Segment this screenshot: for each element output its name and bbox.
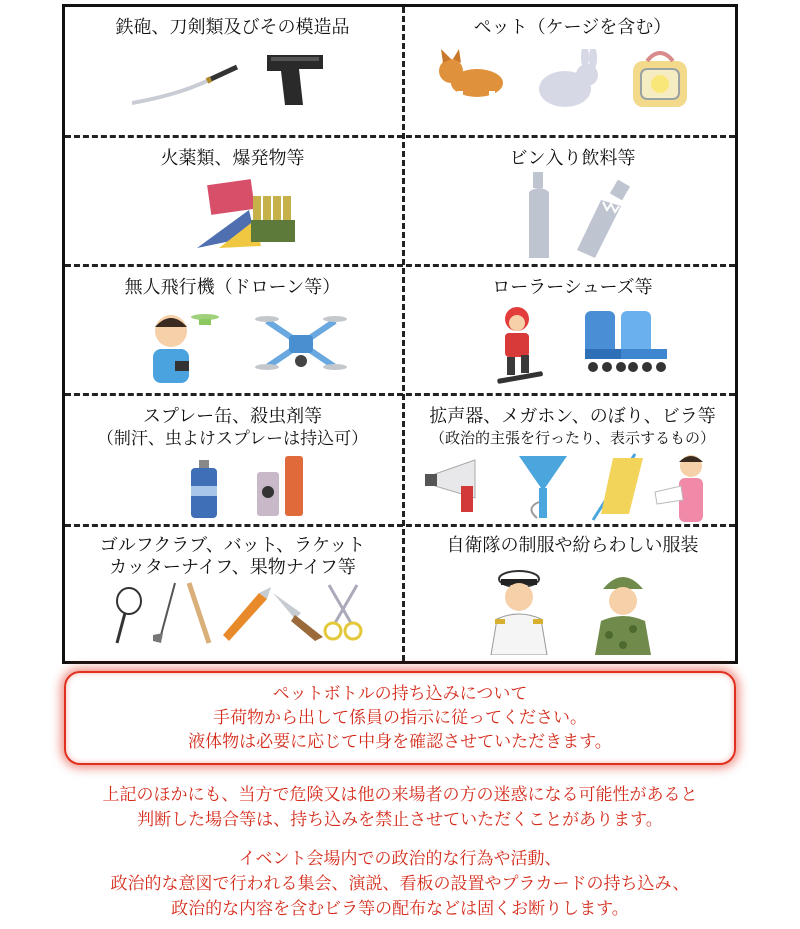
political-notice: 政治的な意図で行われる集会、演説、看板の設置やプラカードの持ち込み、 bbox=[110, 874, 690, 894]
cell-bats-knives bbox=[65, 527, 400, 661]
handgun-icon bbox=[263, 47, 329, 111]
flyer-person-icon bbox=[651, 452, 713, 524]
roller-skates-icon bbox=[581, 307, 671, 379]
insecticide-icon bbox=[255, 452, 307, 518]
warning-text: 上記のほかにも、当方で危険又は他の来場者の方の迷惑になる可能性があると bbox=[102, 785, 698, 805]
cell-title: 鉄砲、刀剣類及びその模造品 bbox=[115, 17, 350, 38]
cell-spray-cans bbox=[65, 396, 400, 524]
cell-megaphones-flyers bbox=[405, 396, 740, 524]
banner-flag-icon bbox=[589, 452, 645, 522]
broken-bottle-icon bbox=[571, 180, 641, 260]
cell-title: ペット（ケージを含む） bbox=[473, 17, 672, 38]
cell-title: ビン入り飲料等 bbox=[509, 148, 636, 169]
cell-roller-shoes bbox=[405, 267, 740, 393]
scissors-icon bbox=[321, 583, 365, 641]
army-soldier-icon bbox=[587, 565, 659, 655]
cell-title: スプレー缶、殺虫剤等 bbox=[142, 406, 323, 427]
horn-megaphone-icon bbox=[515, 452, 571, 522]
political-notice: 政治的な内容を含むビラ等の配布などは固くお断りします。 bbox=[171, 899, 629, 919]
notice-heading: ペットボトルの持ち込みについて bbox=[272, 684, 528, 704]
notice-line: 液体物は必要に応じて中身を確認させていただきます。 bbox=[188, 732, 612, 752]
cell-drones bbox=[65, 267, 400, 393]
golf-club-icon bbox=[149, 581, 183, 645]
notice-line: 手荷物から出して係員の指示に従ってください。 bbox=[213, 708, 587, 728]
cell-pets bbox=[405, 7, 740, 135]
cell-title: 拡声器、メガホン、のぼり、ビラ等 bbox=[429, 406, 716, 427]
bottle-icon bbox=[521, 172, 557, 260]
dog-icon bbox=[435, 49, 507, 111]
fruit-knife-icon bbox=[271, 591, 325, 641]
tennis-racket-icon bbox=[111, 587, 145, 645]
cell-title-2: カッターナイフ、果物ナイフ等 bbox=[109, 557, 356, 578]
fireworks-icon bbox=[189, 176, 299, 256]
cell-bottled-drinks bbox=[405, 138, 740, 264]
prohibited-items-grid bbox=[62, 4, 738, 664]
cell-note: （制汗、虫よけスプレーは持込可） bbox=[96, 429, 369, 449]
sword-icon bbox=[127, 59, 242, 109]
rabbit-icon bbox=[533, 49, 601, 111]
cell-explosives bbox=[65, 138, 400, 264]
drone-icon bbox=[253, 307, 349, 381]
pet-carrier-icon bbox=[629, 45, 691, 111]
political-notice: イベント会場内での政治的な行為や活動、 bbox=[238, 849, 562, 869]
cell-title: 自衛隊の制服や紛らわしい服装 bbox=[446, 535, 699, 556]
pet-bottle-notice bbox=[64, 671, 736, 765]
drone-pilot-icon bbox=[145, 305, 227, 385]
cell-title: ローラーシューズ等 bbox=[492, 277, 653, 298]
warning-text: 判断した場合等は、持ち込みを禁止させていただくことがあります。 bbox=[137, 810, 663, 830]
megaphone-icon bbox=[421, 456, 491, 518]
cutter-knife-icon bbox=[219, 587, 273, 643]
cell-weapons bbox=[65, 7, 400, 135]
baseball-bat-icon bbox=[183, 581, 215, 645]
skateboarder-icon bbox=[491, 305, 549, 387]
spray-can-icon bbox=[189, 460, 221, 518]
cell-uniforms bbox=[405, 527, 740, 661]
navy-officer-icon bbox=[483, 565, 555, 655]
cell-note: （政治的主張を行ったり、表示するもの） bbox=[429, 429, 715, 447]
cell-title: 火薬類、爆発物等 bbox=[160, 148, 305, 169]
cell-title: ゴルフクラブ、バット、ラケット bbox=[99, 535, 366, 556]
cell-title: 無人飛行機（ドローン等） bbox=[124, 277, 341, 298]
